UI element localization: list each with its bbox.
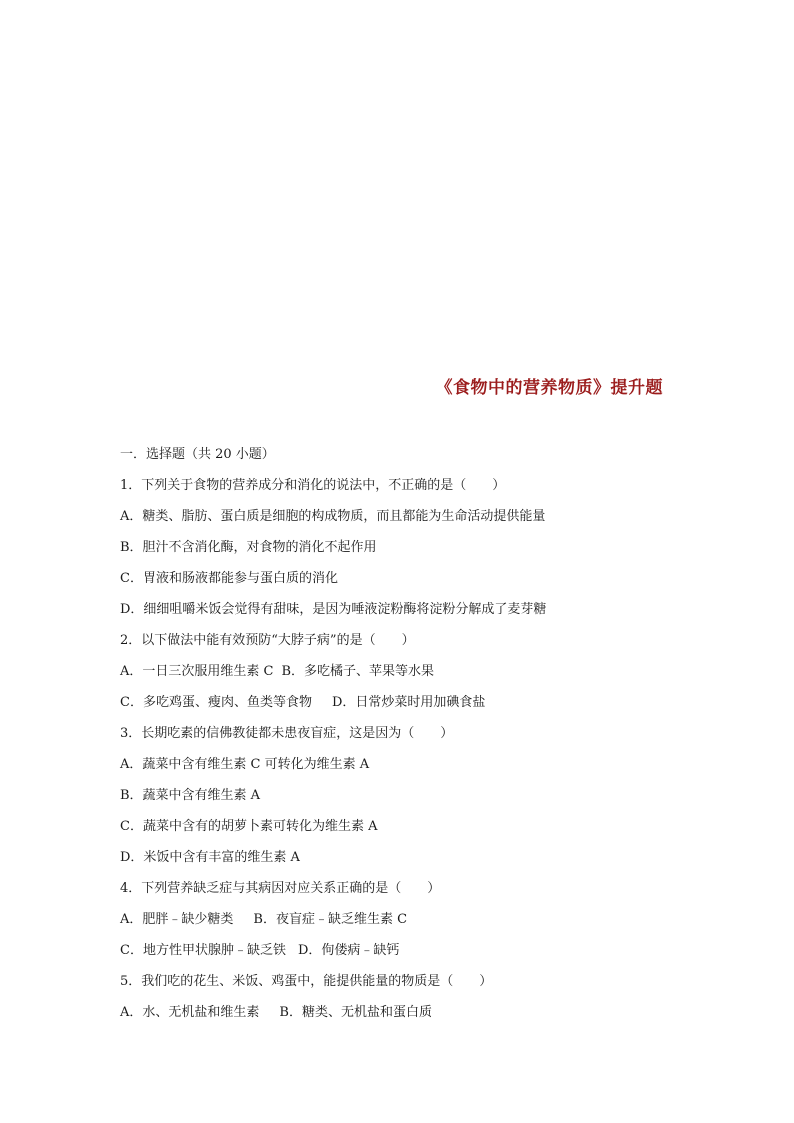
question-1-stem: 1．下列关于食物的营养成分和消化的说法中，不正确的是（ ） xyxy=(120,478,506,493)
question-2-option-a: A．一日三次服用维生素 C xyxy=(120,664,274,679)
question-4-options-row-2 xyxy=(120,941,720,972)
question-5-stem: 5．我们吃的花生、米饭、鸡蛋中，能提供能量的物质是（ ） xyxy=(120,974,493,989)
question-3-option-a: A．蔬菜中含有维生素 C 可转化为维生素 A xyxy=(120,757,370,772)
document-title: 《食物中的营养物质》提升题 xyxy=(435,378,663,398)
question-list xyxy=(120,445,720,1034)
question-3-option-d: D．米饭中含有丰富的维生素 A xyxy=(120,850,300,865)
question-3-option-c: C．蔬菜中含有的胡萝卜素可转化为维生素 A xyxy=(120,819,378,834)
question-5-options-row-1 xyxy=(120,1003,720,1034)
question-4-option-b: B．夜盲症﹣缺乏维生素 C xyxy=(253,912,408,927)
question-4-option-a: A．肥胖﹣缺少糖类 xyxy=(120,912,234,927)
question-1-option-d: D．细细咀嚼米饭会觉得有甜味，是因为唾液淀粉酶将淀粉分解成了麦芽糖 xyxy=(120,602,547,617)
question-1-option-c: C．胃液和肠液都能参与蛋白质的消化 xyxy=(120,571,338,586)
question-2-stem: 2．以下做法中能有效预防“大脖子病”的是（ ） xyxy=(120,633,415,648)
question-5-option-b: B．糖类、无机盐和蛋白质 xyxy=(279,1005,432,1020)
question-3-stem: 3．长期吃素的信佛教徒都未患夜盲症，这是因为（ ） xyxy=(120,726,454,741)
question-2-options-row-1 xyxy=(120,662,720,693)
question-2-option-d: D．日常炒菜时用加碘食盐 xyxy=(331,695,486,710)
question-3-option-b: B．蔬菜中含有维生素 A xyxy=(120,788,261,803)
section-heading: 一．选择题（共 20 小题） xyxy=(120,447,275,462)
question-4-stem: 4．下列营养缺乏症与其病因对应关系正确的是（ ） xyxy=(120,881,441,896)
question-4-options-row-1 xyxy=(120,910,720,941)
question-4-option-d: D．佝偻病﹣缺钙 xyxy=(297,943,400,958)
question-1-option-a: A．糖类、脂肪、蛋白质是细胞的构成物质，而且都能为生命活动提供能量 xyxy=(120,509,546,524)
question-2-option-c: C．多吃鸡蛋、瘦肉、鱼类等食物 xyxy=(120,695,312,710)
question-2-options-row-2 xyxy=(120,693,720,724)
question-4-option-c: C．地方性甲状腺肿﹣缺乏铁 xyxy=(120,943,286,958)
question-1-option-b: B．胆汁不含消化酶，对食物的消化不起作用 xyxy=(120,540,377,555)
question-2-option-b: B．多吃橘子、苹果等水果 xyxy=(281,664,435,679)
question-5-option-a: A．水、无机盐和维生素 xyxy=(120,1005,260,1020)
